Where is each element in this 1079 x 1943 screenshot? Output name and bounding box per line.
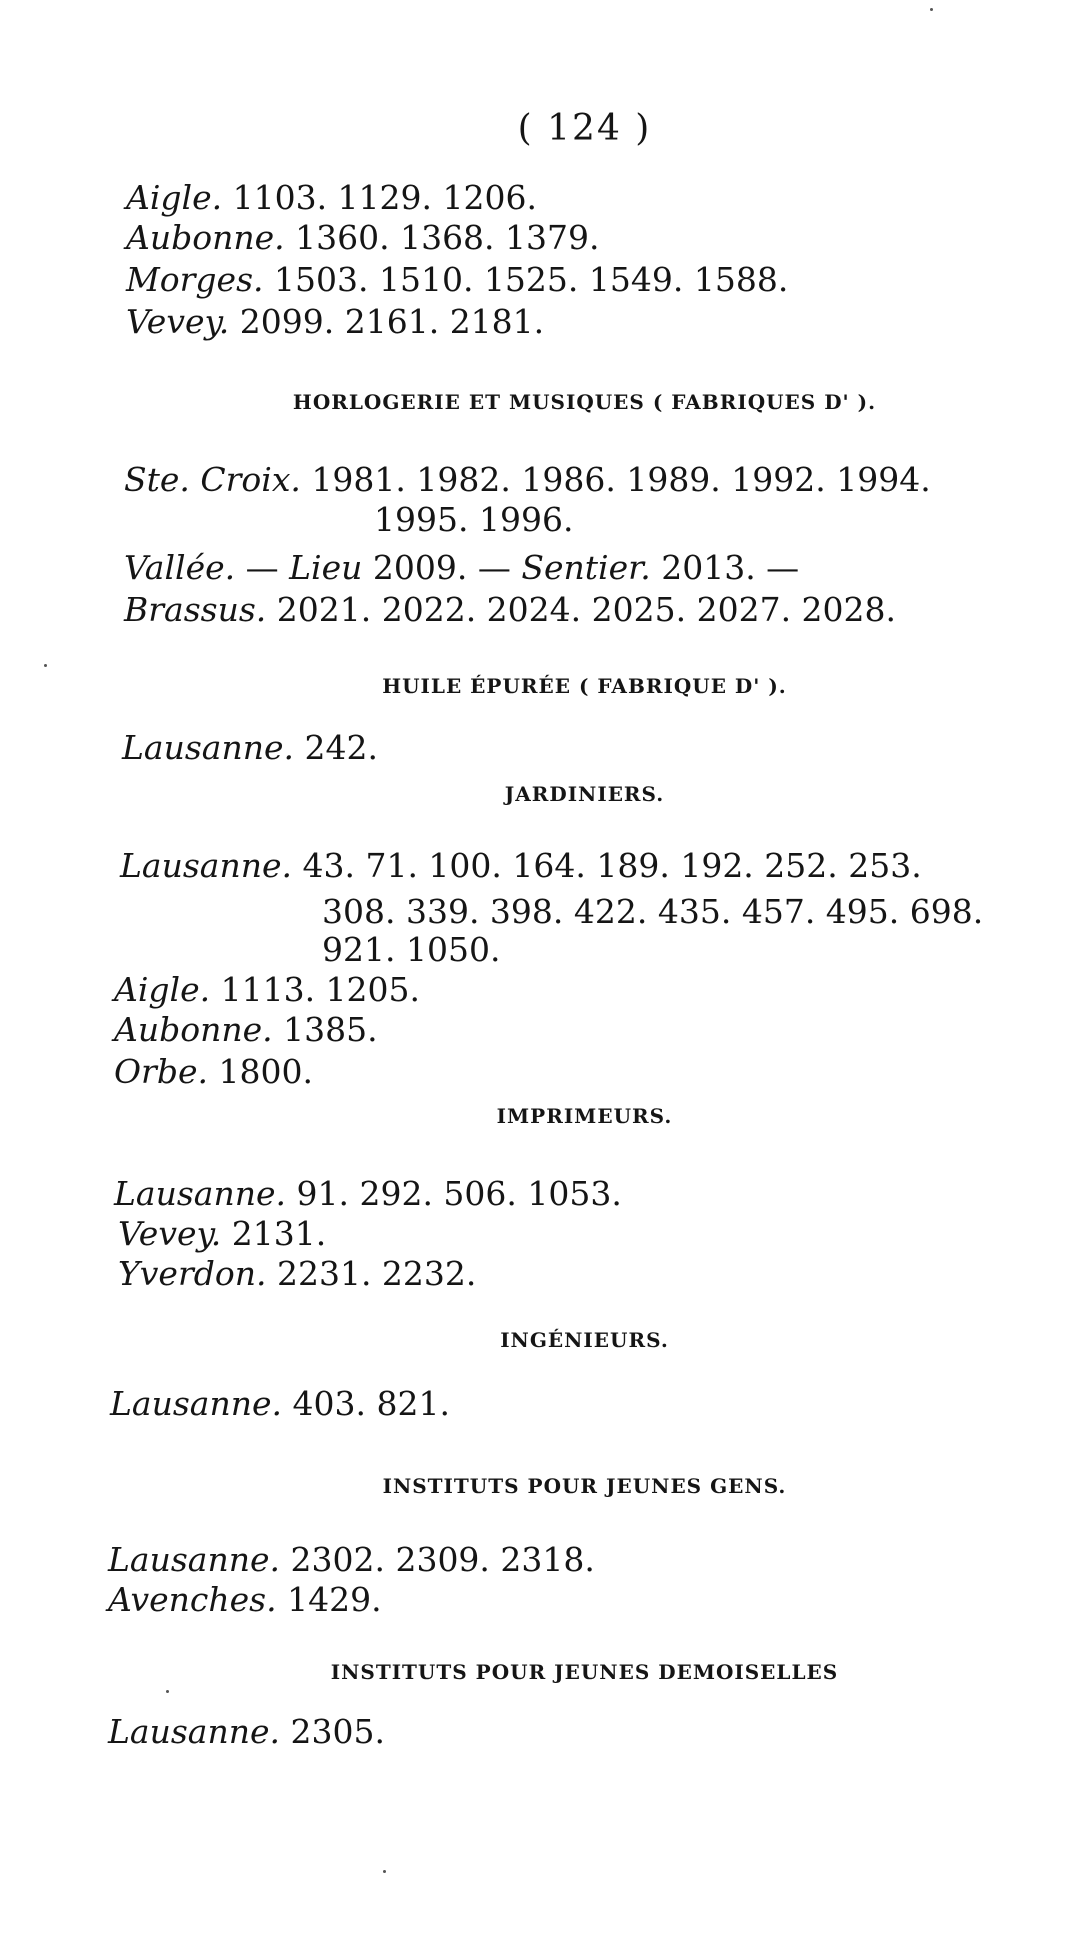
place-name: Aubonne. [114, 1010, 273, 1049]
entry-numbers: 403. 821. [292, 1384, 450, 1423]
entry-numbers: 2009. — [362, 548, 522, 587]
place-name: Aubonne. [126, 218, 285, 257]
place-name: Orbe. [114, 1052, 208, 1091]
entry-continuation: 1995. 1996. [374, 500, 574, 539]
index-entry [126, 218, 600, 258]
scan-speck [166, 1690, 169, 1693]
section-heading: INSTITUTS POUR JEUNES DEMOISELLES [330, 1660, 839, 1684]
place-name: Avenches. [108, 1580, 277, 1619]
place-name: Aigle. [114, 970, 211, 1009]
entry-numbers: — [245, 548, 290, 587]
entry-numbers: 1429. [287, 1580, 382, 1619]
place-name: Lausanne. [114, 1174, 286, 1213]
entry-continuation: 308. 339. 398. 422. 435. 457. 495. 698. [322, 892, 984, 931]
place-name: Vallée. [124, 548, 236, 587]
index-entry [108, 1580, 382, 1620]
index-entry [126, 178, 537, 218]
place-name: Lausanne. [108, 1540, 280, 1579]
place-name: Lausanne. [120, 846, 292, 885]
entry-numbers: 2305. [290, 1712, 385, 1751]
place-name: Vevey. [126, 302, 230, 341]
entry-numbers: 2099. 2161. 2181. [239, 302, 545, 341]
section-heading: HUILE ÉPURÉE ( FABRIQUE D' ). [382, 674, 787, 698]
place-name: Ste. Croix. [124, 460, 301, 499]
entry-continuation: 921. 1050. [322, 930, 501, 969]
entry-numbers: 1360. 1368. 1379. [295, 218, 600, 257]
section-heading: INGÉNIEURS. [500, 1328, 669, 1352]
page-number: ( 124 ) [517, 108, 652, 149]
entry-numbers: 2131. [231, 1214, 327, 1253]
place-name: Lieu [289, 548, 363, 587]
index-entry [114, 1174, 622, 1214]
place-name: Lausanne. [110, 1384, 282, 1423]
index-entry [114, 1052, 313, 1092]
entry-numbers: 1385. [283, 1010, 378, 1049]
section-heading: IMPRIMEURS. [496, 1104, 673, 1128]
index-entry [110, 1384, 450, 1424]
index-entry [120, 846, 922, 886]
place-name: Lausanne. [122, 728, 294, 767]
index-entry [126, 260, 788, 300]
entry-numbers: 2231. 2232. [276, 1254, 477, 1293]
entry-numbers: 2021. 2022. 2024. 2025. 2027. 2028. [276, 590, 897, 629]
entry-numbers: 2302. 2309. 2318. [290, 1540, 595, 1579]
index-entry [126, 302, 544, 342]
place-name: Yverdon. [118, 1254, 267, 1293]
section-heading: HORLOGERIE ET MUSIQUES ( FABRIQUES D' ). [292, 390, 877, 414]
index-entry [124, 460, 931, 500]
place-name: Brassus. [124, 590, 267, 629]
index-entry [118, 1214, 326, 1254]
scan-speck [44, 664, 47, 667]
entry-numbers: 1800. [218, 1052, 313, 1091]
entry-numbers: 1113. 1205. [220, 970, 421, 1009]
index-entry [124, 548, 799, 588]
entry-numbers: 1103. 1129. 1206. [232, 178, 537, 217]
entry-numbers: 242. [304, 728, 378, 767]
index-entry [114, 970, 420, 1010]
scan-speck [930, 8, 933, 11]
scan-speck [383, 1870, 386, 1873]
index-entry [108, 1712, 385, 1752]
entry-numbers: 1503. 1510. 1525. 1549. 1588. [274, 260, 789, 299]
place-name: Aigle. [126, 178, 223, 217]
entry-numbers: 1981. 1982. 1986. 1989. 1992. 1994. [311, 460, 931, 499]
index-entry [118, 1254, 476, 1294]
entry-numbers: 2013. — [650, 548, 800, 587]
index-entry [108, 1540, 595, 1580]
entry-numbers: 91. 292. 506. 1053. [296, 1174, 622, 1213]
index-entry [124, 590, 896, 630]
entry-numbers: 43. 71. 100. 164. 189. 192. 252. 253. [302, 846, 922, 885]
place-name: Sentier. [521, 548, 651, 587]
place-name: Morges. [126, 260, 264, 299]
place-name: Lausanne. [108, 1712, 280, 1751]
section-heading: INSTITUTS POUR JEUNES GENS. [382, 1474, 787, 1498]
place-name: Vevey. [118, 1214, 222, 1253]
index-entry [114, 1010, 378, 1050]
index-entry [122, 728, 378, 768]
section-heading: JARDINIERS. [504, 782, 665, 806]
